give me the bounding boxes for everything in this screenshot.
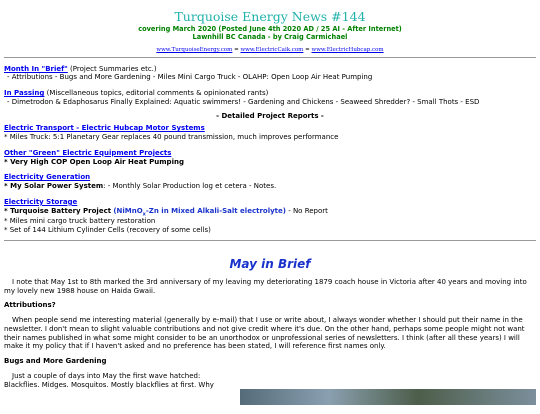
toc-line: - Dimetrodon & Edaphosarus Finally Explained: Aquatic swimmers! - Gardening and Chickens - Seaweed Shredder? - Small Thots - ESD xyxy=(7,97,480,106)
toc-in-passing xyxy=(4,89,536,107)
paragraph-continued: Blackflies. Midges. Mosquitos. Mostly blackflies at first. Why xyxy=(4,380,214,389)
paragraph: When people send me interesting material (generally by e-mail) that I use or write about, I always wonder whether I should put their name in the newsletter. I don't mean to slight valuable contributions and not give credit where it's due. On the other hand, perhaps some people might not want their names published in what some might consider to be an unorthodox or unprofessional series of newsletters. I think (after all these years) I will make it my policy that if I haven't asked and no preference has been stated, I will reference first names only. xyxy=(4,316,525,351)
toc-electric-transport xyxy=(4,124,536,142)
covering-line: covering March 2020 (Posted June 4th 2020 AD / 25 AI - After Internet) xyxy=(138,24,402,33)
newsletter-title: Turquoise Energy News #144 xyxy=(174,9,366,24)
toc-desc: (Project Summaries etc.) xyxy=(67,64,157,73)
toc-item-bold: * Turquoise Battery Project xyxy=(4,206,112,215)
link-separator: = xyxy=(303,46,312,53)
toc-link-electric-transport[interactable]: Electric Transport - Electric Hubcap Motor Systems xyxy=(4,124,205,133)
toc-link-electricity-generation[interactable]: Electricity Generation xyxy=(4,173,91,182)
link-separator: = xyxy=(232,46,241,53)
subheading-bugs-gardening: Bugs and More Gardening xyxy=(4,357,107,366)
toc-other-green xyxy=(4,149,536,167)
toc-line: * Miles mini cargo truck battery restoration xyxy=(4,217,156,226)
subheading-attributions: Attributions? xyxy=(4,301,56,310)
toc-item-bold: * My Solar Power System xyxy=(4,182,104,191)
toc-item-rest: - No Report xyxy=(285,206,328,215)
toc-line: * Miles Truck: 5:1 Planetary Gear replaces 40 pound transmission, much improves performance xyxy=(4,133,339,142)
toc-link-other-green[interactable]: Other "Green" Electric Equipment Projects xyxy=(4,148,172,157)
divider xyxy=(4,240,536,241)
toc-link-electricity-storage[interactable]: Electricity Storage xyxy=(4,197,78,206)
toc-link-in-passing[interactable]: In Passing xyxy=(4,89,45,98)
section-heading-may-in-brief: May in Brief xyxy=(229,256,311,271)
battery-chemistry: (NiMnO$_x$-Zn in Mixed Alkali-Salt electrolyte) xyxy=(113,206,286,218)
link-electric-hubcap[interactable]: www.ElectricHubcap.com xyxy=(311,46,384,53)
site-links xyxy=(4,47,536,54)
divider xyxy=(4,57,536,58)
byline: Lawnhill BC Canada - by Craig Carmichael xyxy=(192,33,348,42)
toc-electricity-generation xyxy=(4,173,536,191)
paragraph: I note that May 1st to 8th marked the 3rd anniversary of my leaving my deteriorating 1879 coach house in Victoria after 40 years and moving into my lovely new 1988 house on Haida Gwaii. xyxy=(4,277,527,295)
detailed-reports-heading: - Detailed Project Reports - xyxy=(216,111,324,120)
garden-photo xyxy=(240,389,536,405)
toc-line: * Very High COP Open Loop Air Heat Pumping xyxy=(4,157,184,166)
link-electric-caik[interactable]: www.ElectricCaik.com xyxy=(240,46,304,53)
link-turquoise-energy[interactable]: www.TurquoiseEnergy.com xyxy=(156,46,233,53)
toc-line: * Set of 144 Lithium Cylinder Cells (recovery of some cells) xyxy=(4,226,211,235)
toc-month-in-brief xyxy=(4,65,536,83)
paragraph: Just a couple of days into May the first wave hatched: xyxy=(12,371,201,380)
toc-desc: (Miscellaneous topics, editorial comments & opinionated rants) xyxy=(44,89,269,98)
toc-line: - Attributions - Bugs and More Gardening - Miles Mini Cargo Truck - OLAHP: Open Loop Air Heat Pumping xyxy=(7,73,373,82)
toc-item-rest: : - Monthly Solar Production log et cetera - Notes. xyxy=(103,182,277,191)
toc-link-month-in-brief[interactable]: Month In "Brief" xyxy=(4,64,68,73)
toc-electricity-storage xyxy=(4,198,536,235)
